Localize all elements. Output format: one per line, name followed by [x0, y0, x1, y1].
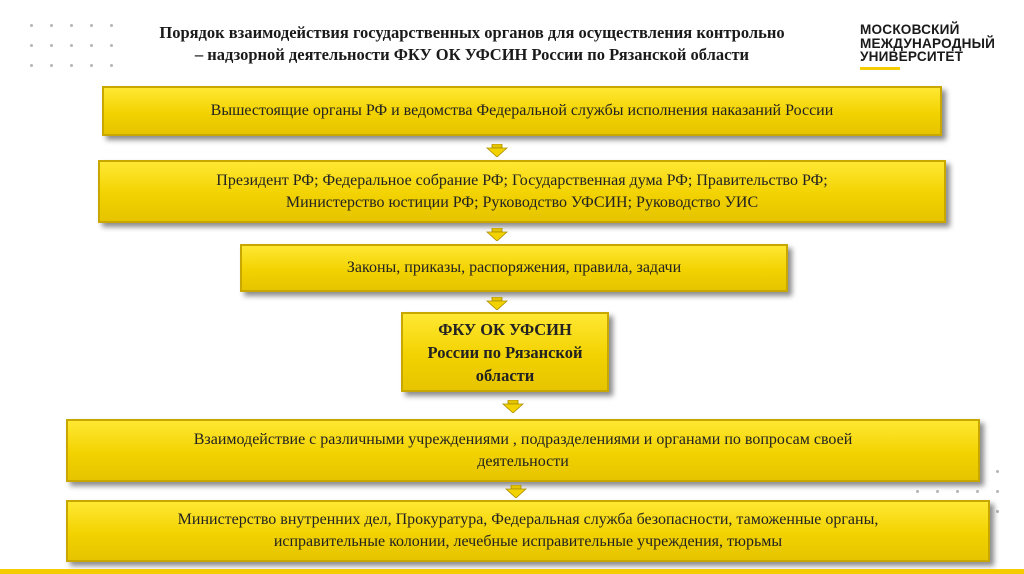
arrow-down-icon	[502, 400, 524, 413]
flow-box-text: исправительные колонии, лечебные исправительные учреждения, тюрьмы	[273, 533, 783, 550]
arrow-down-icon	[486, 297, 508, 310]
logo-line-3: УНИВЕРСИТЕТ	[860, 49, 964, 64]
flow-box-higher-authorities	[102, 86, 942, 136]
arrow-down-icon	[486, 144, 508, 157]
flow-box-text: области	[475, 365, 535, 385]
logo-accent-bar	[860, 67, 900, 70]
logo-line-1: МОСКОВСКИЙ	[860, 22, 960, 37]
flow-box-fku-ok-ufsin	[401, 312, 609, 392]
title-line-2: – надзорной деятельности ФКУ ОК УФСИН России по Рязанской области	[194, 45, 750, 64]
flow-box-text: деятельности	[477, 452, 569, 470]
arrow-down-icon	[505, 485, 527, 498]
flow-box-text: Министерство внутренних дел, Прокуратура, Федеральная служба безопасности, таможенные органы,	[177, 511, 879, 528]
flow-box-text: России по Рязанской	[427, 342, 583, 362]
arrow-down-icon	[486, 228, 508, 241]
flow-box-text: Президент РФ; Федеральное собрание РФ; Государственная дума РФ; Правительство РФ;	[216, 171, 828, 189]
flow-box-laws	[240, 244, 788, 292]
flow-box-federal-bodies	[98, 160, 946, 223]
flow-box-agencies	[66, 500, 990, 562]
flow-box-text: ФКУ ОК УФСИН	[438, 319, 572, 339]
flow-box-interaction	[66, 419, 980, 482]
title-line-1: Порядок взаимодействия государственных органов для осуществления контрольно	[159, 23, 785, 42]
page-title	[92, 22, 852, 66]
flow-box-text: Вышестоящие органы РФ и ведомства Федеральной службы исполнения наказаний России	[210, 102, 834, 119]
flow-box-text: Законы, приказы, распоряжения, правила, задачи	[346, 259, 682, 276]
flow-box-text: Взаимодействие с различными учреждениями , подразделениями и органами по вопросам своей	[193, 430, 853, 448]
university-logo	[860, 23, 995, 64]
bottom-accent-bar	[0, 569, 1024, 574]
logo-line-2: МЕЖДУНАРОДНЫЙ	[860, 35, 996, 51]
flow-box-text: Министерство юстиции РФ; Руководство УФСИН; Руководство УИС	[285, 193, 759, 211]
